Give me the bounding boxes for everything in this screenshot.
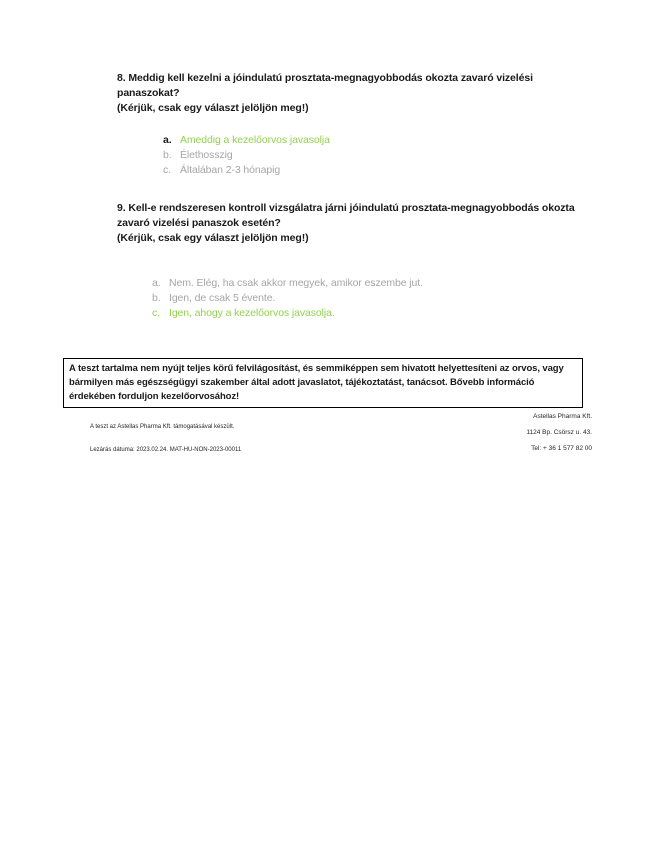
footer-lock-date: Lezárás dátuma: 2023.02.24. MAT-HU-NON-2023-00011 — [90, 447, 242, 453]
option-letter: a. — [163, 134, 172, 146]
question-9 — [117, 201, 575, 246]
question-9-line-2: zavaró vizelési panaszok esetén? — [117, 217, 281, 229]
option-text: Nem. Elég, ha csak akkor megyek, amikor eszembe jut. — [169, 277, 423, 289]
question-8-instruction: (Kérjük, csak egy választ jelöljön meg!) — [117, 102, 309, 114]
option-text: Általában 2-3 hónapig — [180, 164, 281, 176]
question-9-line-1: 9. Kell-e rendszeresen kontroll vizsgálatra járni jóindulatú prosztata-megnagyobbodás okozta — [117, 202, 575, 214]
footer-sponsor-note: A teszt az Astellas Pharma Kft. támogatásával készült. — [90, 424, 235, 430]
option-letter: c. — [163, 164, 171, 176]
answer-option — [152, 306, 423, 321]
footer-right — [526, 409, 592, 457]
answer-option — [152, 291, 423, 306]
question-8-line-1: 8. Meddig kell kezelni a jóindulatú prosztata-megnagyobbodás okozta zavaró vizelési — [117, 72, 533, 84]
question-8-line-2: panaszokat? — [117, 87, 180, 99]
question-8-options — [163, 133, 330, 178]
option-letter: b. — [163, 149, 172, 161]
option-text: Ameddig a kezelőorvos javasolja — [180, 134, 330, 146]
answer-option — [163, 148, 330, 163]
footer-left — [90, 416, 241, 462]
question-9-instruction: (Kérjük, csak egy választ jelöljön meg!) — [117, 232, 309, 244]
disclaimer-box — [63, 358, 583, 408]
option-letter: b. — [152, 292, 161, 304]
answer-option — [152, 276, 423, 291]
option-text: Élethosszig — [180, 149, 233, 161]
footer-company-address: 1124 Bp. Csörsz u. 43. — [526, 429, 592, 436]
footer-company-name: Astellas Pharma Kft. — [533, 413, 592, 420]
answer-option — [163, 133, 330, 148]
option-letter: c. — [152, 307, 160, 319]
option-text: Igen, ahogy a kezelőorvos javasolja. — [169, 307, 335, 319]
option-text: Igen, de csak 5 évente. — [169, 292, 276, 304]
option-letter: a. — [152, 277, 161, 289]
question-9-options — [152, 276, 423, 321]
answer-option — [163, 163, 330, 178]
question-8 — [117, 71, 533, 116]
footer-company-phone: Tel: + 36 1 577 82 00 — [531, 445, 592, 452]
disclaimer-text: A teszt tartalma nem nyújt teljes körű felvilágosítást, és semmiképpen sem hivatott helyettesíteni az orvos, vagy bármilyen más egészségügyi szakember által adott javaslatot, tájékoztatást, tanácsot. Bővebb információ érdekében forduljon kezelőorvosához! — [69, 363, 564, 402]
